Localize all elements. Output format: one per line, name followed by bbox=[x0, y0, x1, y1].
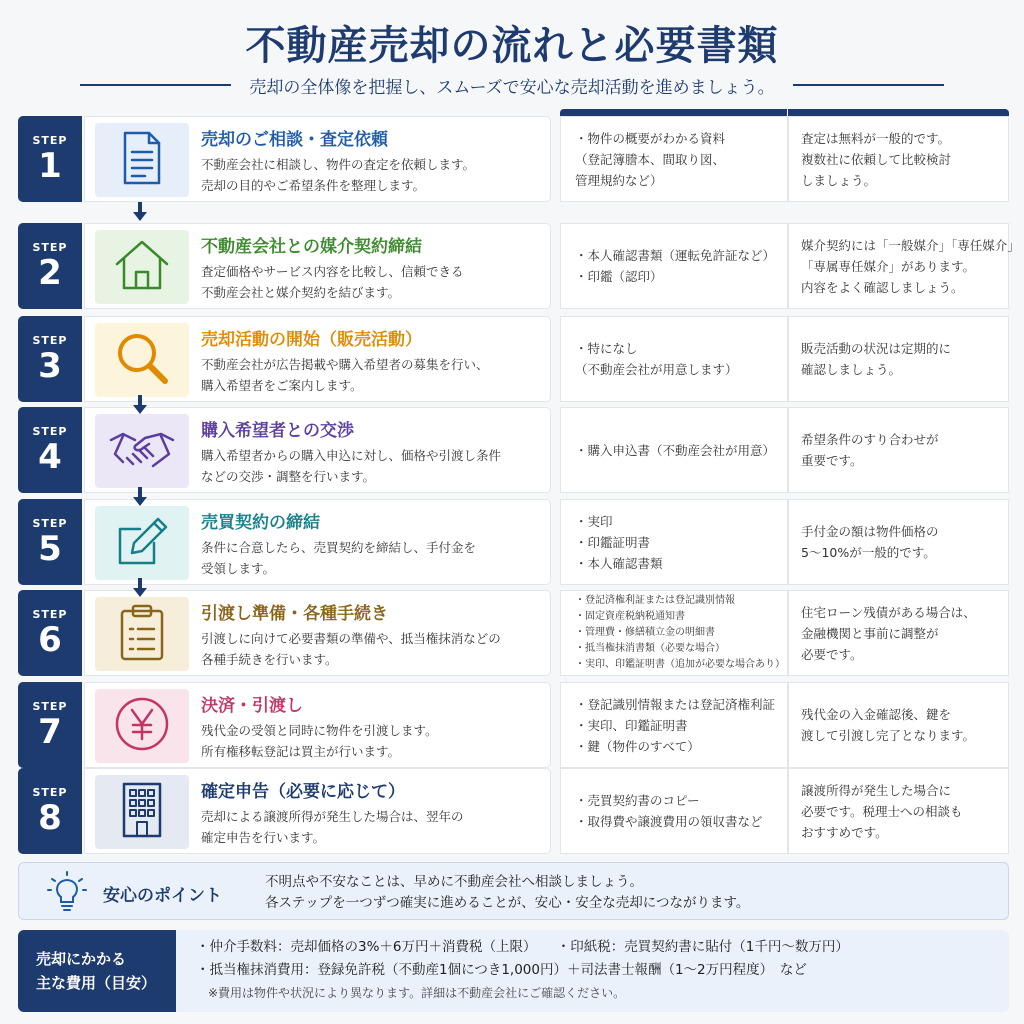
step-number: 5 bbox=[38, 528, 62, 569]
safety-point-box bbox=[18, 862, 1009, 920]
step-docs-cell bbox=[560, 499, 788, 585]
step-description-line: などの交渉・調整を行います。 bbox=[201, 469, 376, 484]
house-icon bbox=[113, 238, 171, 296]
note-item: 住宅ローン残債がある場合は、 bbox=[801, 604, 976, 620]
step-row bbox=[18, 116, 1009, 202]
step-row bbox=[18, 682, 1009, 768]
doc-item: ・抵当権抹消書類（必要な場合） bbox=[575, 643, 725, 654]
handshake-icon bbox=[109, 424, 175, 478]
down-arrow-icon bbox=[133, 487, 147, 507]
step-notes-cell bbox=[788, 499, 1009, 585]
step-row bbox=[18, 407, 1009, 493]
pen-icon bbox=[114, 513, 170, 573]
note-item: 譲渡所得が発生した場合に bbox=[801, 782, 952, 798]
step-card bbox=[84, 316, 551, 402]
step-description bbox=[201, 628, 501, 670]
step-notes-cell bbox=[788, 682, 1009, 768]
doc-item: ・登記識別情報または登記済権利証 bbox=[575, 696, 776, 712]
down-arrow-icon bbox=[133, 395, 147, 415]
step-description bbox=[201, 720, 438, 762]
doc-item: ・物件の概要がわかる資料 bbox=[575, 130, 726, 146]
step-notes-cell bbox=[788, 590, 1009, 676]
step-badge bbox=[18, 590, 82, 676]
cost-line: ・仲介手数料：売却価格の3%＋6万円＋消費税（上限） ・印紙税：売買契約書に貼付（1千円〜数万円） bbox=[196, 939, 849, 955]
costs-details bbox=[196, 936, 849, 1005]
step-description-line: 売却の目的やご希望条件を整理します。 bbox=[201, 178, 426, 193]
step-row bbox=[18, 768, 1009, 854]
step-card bbox=[84, 499, 551, 585]
down-arrow-icon bbox=[133, 578, 147, 598]
step-icon-box bbox=[95, 775, 189, 849]
note-item: しましょう。 bbox=[801, 172, 877, 188]
doc-item: ・固定資産税納税通知書 bbox=[575, 611, 685, 622]
yen-icon bbox=[113, 695, 171, 757]
step-label: STEP bbox=[32, 516, 68, 530]
step-card bbox=[84, 768, 551, 854]
step-label: STEP bbox=[32, 785, 68, 799]
note-item: 媒介契約には「一般媒介」「専任媒介」 bbox=[801, 237, 1020, 253]
cost-note: ※費用は物件や状況により異なります。詳細は不動産会社にご確認ください。 bbox=[208, 986, 626, 1000]
step-number: 2 bbox=[38, 252, 62, 293]
step-title: 確定申告（必要に応じて） bbox=[201, 782, 405, 802]
costs-label-line: 主な費用（目安） bbox=[36, 974, 157, 992]
step-title: 売買契約の締結 bbox=[201, 513, 320, 533]
step-notes-cell bbox=[788, 116, 1009, 202]
step-notes-cell bbox=[788, 407, 1009, 493]
safety-point-label: 安心のポイント bbox=[103, 886, 222, 906]
note-item: 査定は無料が一般的です。 bbox=[801, 130, 951, 146]
cost-line: ・抵当権抹消費用：登録免許税（不動産1個につき1,000円）＋司法書士報酬（1〜2万円程度） など bbox=[196, 962, 807, 978]
step-notes-cell bbox=[788, 316, 1009, 402]
doc-item: ・売買契約書のコピー bbox=[575, 793, 700, 808]
step-docs-cell bbox=[560, 590, 788, 676]
step-badge bbox=[18, 499, 82, 585]
step-icon-box bbox=[95, 414, 189, 488]
step-description bbox=[201, 261, 464, 303]
step-icon-box bbox=[95, 230, 189, 304]
step-badge bbox=[18, 682, 82, 768]
step-description-line: 購入希望者をご案内します。 bbox=[201, 378, 363, 393]
divider-right bbox=[793, 84, 944, 86]
costs-label bbox=[18, 930, 176, 1012]
step-description bbox=[201, 445, 501, 487]
step-description-line: 各種手続きを行います。 bbox=[201, 652, 338, 667]
step-row bbox=[18, 223, 1020, 309]
doc-item: ・本人確認書類（運転免許証など） bbox=[575, 248, 776, 263]
step-label: STEP bbox=[32, 133, 68, 147]
doc-item: ・管理費・修繕積立金の明細書 bbox=[575, 627, 715, 638]
step-docs-cell bbox=[560, 682, 788, 768]
step-description-line: 査定価格やサービス内容を比較し、信頼できる bbox=[201, 264, 464, 279]
step-description-line: 残代金の受領と同時に物件を引渡します。 bbox=[201, 723, 438, 738]
step-description bbox=[201, 806, 464, 848]
step-title: 引渡し準備・各種手続き bbox=[201, 604, 388, 624]
doc-item: ・印鑑証明書 bbox=[575, 534, 651, 550]
step-description-line: 所有権移転登記は買主が行います。 bbox=[201, 744, 401, 759]
safety-point-text bbox=[265, 872, 749, 914]
step-title: 不動産会社との媒介契約締結 bbox=[201, 237, 422, 257]
safety-point-line: 不明点や不安なことは、早めに不動産会社へ相談しましょう。 bbox=[265, 874, 643, 890]
step-label: STEP bbox=[32, 424, 68, 438]
doc-item: ・特になし bbox=[575, 341, 638, 356]
step-description-line: 不動産会社と媒介契約を結びます。 bbox=[201, 285, 401, 300]
step-docs-cell bbox=[560, 316, 788, 402]
step-description-line: 引渡しに向けて必要書類の準備や、抵当権抹消などの bbox=[201, 631, 501, 646]
note-item: 金融機関と事前に調整が bbox=[801, 625, 939, 641]
step-description bbox=[201, 537, 476, 579]
step-icon-box bbox=[95, 323, 189, 397]
step-description-line: 不動産会社が広告掲載や購入希望者の募集を行い、 bbox=[201, 357, 489, 372]
doc-item: ・本人確認書類 bbox=[575, 555, 663, 571]
step-icon-box bbox=[95, 506, 189, 580]
step-docs-cell bbox=[560, 223, 788, 309]
note-item: 販売活動の状況は定期的に bbox=[801, 341, 952, 356]
page-title: 不動産売却の流れと必要書類 bbox=[245, 23, 779, 69]
step-badge bbox=[18, 316, 82, 402]
step-description-line: 売却による譲渡所得が発生した場合は、翌年の bbox=[201, 809, 464, 824]
doc-item: ・購入申込書（不動産会社が用意） bbox=[575, 442, 776, 458]
step-card bbox=[84, 682, 551, 768]
costs-box bbox=[18, 930, 1009, 1012]
step-notes-cell bbox=[788, 768, 1009, 854]
step-badge bbox=[18, 768, 82, 854]
clipboard-icon bbox=[118, 603, 166, 665]
note-item: 渡して引渡し完了となります。 bbox=[801, 728, 976, 743]
doc-item: ・印鑑（認印） bbox=[575, 269, 663, 284]
step-row bbox=[18, 590, 1009, 676]
doc-item: ・実印、印鑑証明書 bbox=[575, 717, 688, 733]
step-description bbox=[201, 354, 489, 396]
step-title: 売却活動の開始（販売活動） bbox=[201, 330, 422, 350]
step-docs-cell bbox=[560, 407, 788, 493]
note-item: おすすめです。 bbox=[801, 824, 888, 840]
step-docs-cell bbox=[560, 116, 788, 202]
step-number: 3 bbox=[38, 345, 62, 386]
step-description-line: 不動産会社に相談し、物件の査定を依頼します。 bbox=[201, 157, 476, 172]
doc-item: （不動産会社が用意します） bbox=[575, 362, 738, 377]
note-item: 残代金の入金確認後、鍵を bbox=[801, 707, 952, 722]
doc-item: ・鍵（物件のすべて） bbox=[575, 738, 700, 754]
step-row bbox=[18, 499, 1009, 585]
doc-item: ・取得費や譲渡費用の領収書など bbox=[575, 814, 763, 829]
step-card bbox=[84, 407, 551, 493]
subtitle-row bbox=[80, 70, 944, 100]
step-icon-box bbox=[95, 123, 189, 197]
step-row bbox=[18, 316, 1009, 402]
divider-left bbox=[80, 84, 231, 86]
note-item: 5〜10%が一般的です。 bbox=[801, 545, 936, 560]
step-label: STEP bbox=[32, 240, 68, 254]
step-title: 売却のご相談・査定依頼 bbox=[201, 130, 388, 150]
magnifier-icon bbox=[113, 329, 171, 391]
step-number: 4 bbox=[38, 436, 62, 477]
step-badge bbox=[18, 116, 82, 202]
step-badge bbox=[18, 407, 82, 493]
note-item: 必要です。税理士への相談も bbox=[801, 803, 963, 819]
step-number: 1 bbox=[38, 145, 62, 186]
step-number: 6 bbox=[38, 619, 62, 660]
lightbulb-icon bbox=[47, 871, 87, 913]
note-item: 手付金の額は物件価格の bbox=[801, 524, 939, 539]
doc-item: 管理規約など） bbox=[575, 172, 663, 188]
note-item: 重要です。 bbox=[801, 453, 863, 468]
note-item: 内容をよく確認しましょう。 bbox=[801, 279, 964, 295]
step-card bbox=[84, 116, 551, 202]
step-label: STEP bbox=[32, 607, 68, 621]
step-docs-cell bbox=[560, 768, 788, 854]
doc-item: ・実印 bbox=[575, 513, 613, 529]
step-icon-box bbox=[95, 689, 189, 763]
step-title: 決済・引渡し bbox=[201, 696, 303, 716]
doc-item: ・登記済権利証または登記識別情報 bbox=[575, 595, 735, 606]
step-label: STEP bbox=[32, 699, 68, 713]
step-description-line: 確定申告を行います。 bbox=[201, 830, 326, 845]
safety-point-line: 各ステップを一つずつ確実に進めることが、安心・安全な売却につながります。 bbox=[265, 895, 750, 911]
note-item: 確認しましょう。 bbox=[801, 362, 902, 377]
note-item: 必要です。 bbox=[801, 646, 863, 662]
building-icon bbox=[119, 781, 165, 843]
step-icon-box bbox=[95, 597, 189, 671]
step-description-line: 購入希望者からの購入申込に対し、価格や引渡し条件 bbox=[201, 448, 502, 463]
page-subtitle: 売却の全体像を把握し、スムーズで安心な売却活動を進めましょう。 bbox=[249, 77, 775, 98]
note-item: 希望条件のすり合わせが bbox=[801, 432, 939, 447]
step-description-line: 条件に合意したら、売買契約を締結し、手付金を bbox=[201, 540, 477, 555]
doc-item: ・実印、印鑑証明書（追加が必要な場合あり） bbox=[575, 659, 785, 670]
step-notes-cell bbox=[788, 223, 1020, 309]
down-arrow-icon bbox=[133, 202, 147, 222]
note-item: 複数社に依頼して比較検討 bbox=[801, 151, 952, 167]
costs-label-line: 売却にかかる bbox=[36, 950, 127, 968]
note-item: 「専属専任媒介」があります。 bbox=[801, 258, 976, 274]
step-number: 8 bbox=[38, 797, 62, 838]
step-card bbox=[84, 223, 551, 309]
step-title: 購入希望者との交渉 bbox=[201, 421, 354, 441]
document-icon bbox=[119, 130, 165, 190]
doc-item: （登記簿謄本、間取り図、 bbox=[575, 151, 726, 167]
step-description bbox=[201, 154, 475, 196]
step-card bbox=[84, 590, 551, 676]
step-description-line: 受領します。 bbox=[201, 561, 276, 576]
step-badge bbox=[18, 223, 82, 309]
step-label: STEP bbox=[32, 333, 68, 347]
step-number: 7 bbox=[38, 711, 62, 752]
